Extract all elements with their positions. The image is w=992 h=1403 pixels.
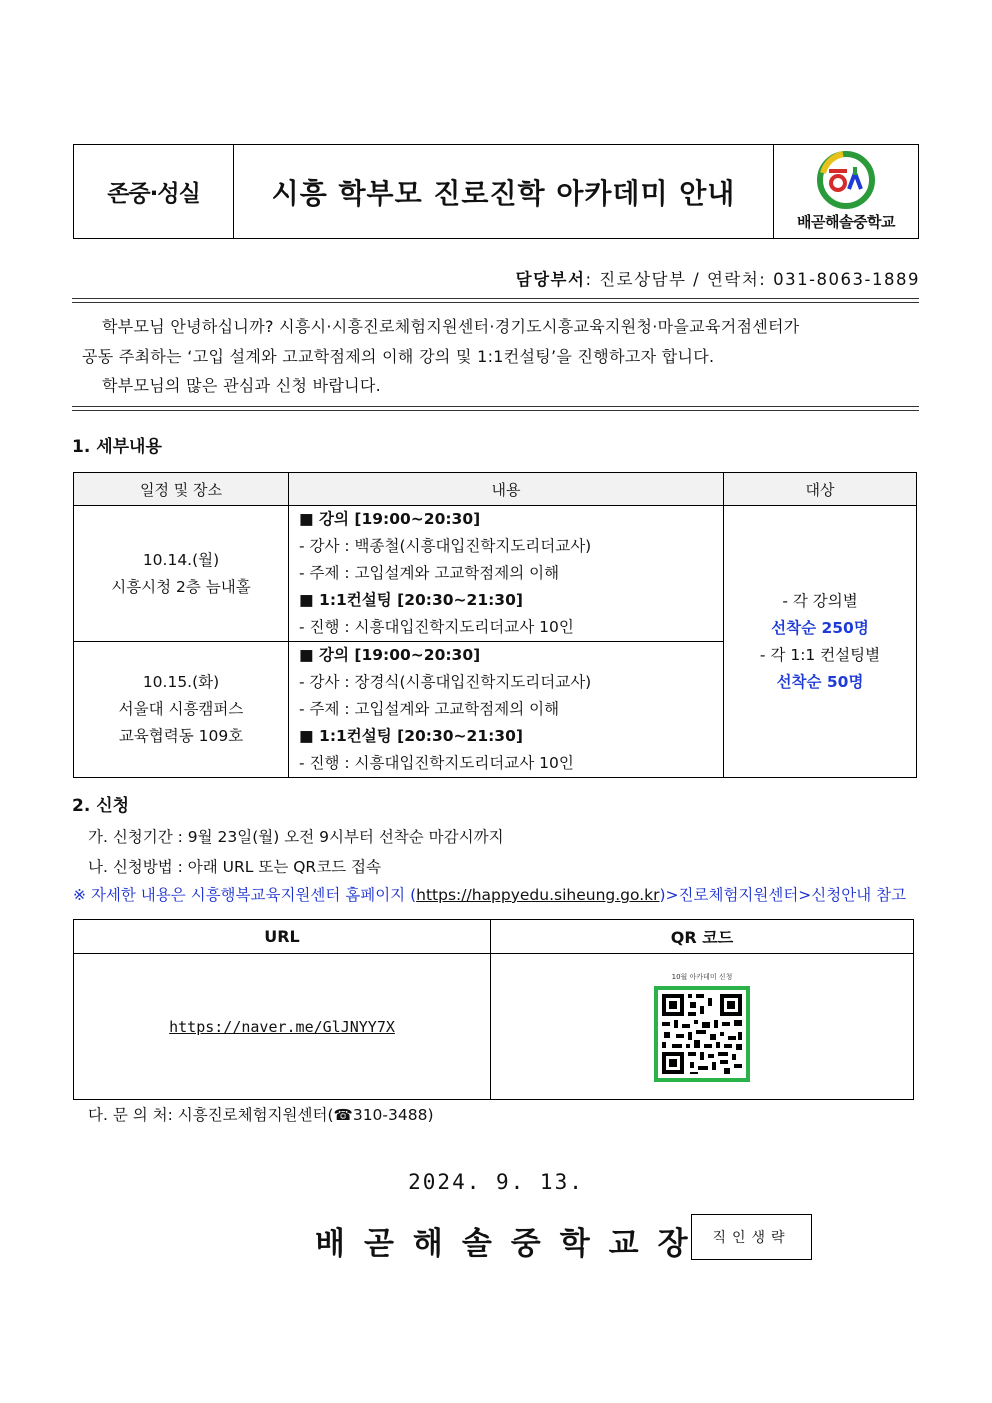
- notice-line: [73, 883, 906, 905]
- schedule-date: 10.14.(월): [142, 550, 220, 569]
- school-name-logo-text: 배곧해솔중학교: [797, 213, 895, 231]
- schedule-place: 교육협력동 109호: [118, 727, 244, 745]
- url-cell: [74, 954, 491, 1100]
- seal-box: 직인생략: [691, 1214, 812, 1260]
- qr-code-icon[interactable]: [654, 986, 750, 1082]
- lecture-topic: - 주제 : 고입설계와 고교학점제의 이해: [299, 700, 560, 718]
- table-header: QR 코드: [491, 920, 914, 954]
- section-title: 2. 신청: [72, 796, 130, 816]
- table-header: URL: [74, 920, 491, 954]
- apply-url-link[interactable]: https://naver.me/GlJNYY7X: [169, 1018, 395, 1036]
- target-line: - 각 강의별: [782, 591, 858, 610]
- school-motto: 존중·성실: [74, 145, 234, 238]
- table-header: 일정 및 장소: [74, 473, 289, 506]
- divider: [72, 406, 919, 411]
- schedule-cell: [74, 642, 289, 778]
- qr-cell: [491, 954, 914, 1100]
- intro-line: 공동 주최하는 ‘고입 설계와 고교학점제의 이해 강의 및 1:1컨설팅’을 진행하고자 합니다.: [82, 346, 715, 366]
- page-title: 시흥 학부모 진로진학 아카데미 안내: [234, 145, 774, 238]
- content-cell: [289, 506, 724, 642]
- intro-line: 학부모님 안녕하십니까? 시흥시·시흥진로체험지원센터·경기도시흥교육지원청·마을교육거점센터가: [102, 317, 800, 336]
- target-line: - 각 1:1 컨설팅별: [759, 645, 881, 664]
- homepage-link[interactable]: https://happyedu.siheung.go.kr: [416, 886, 660, 904]
- lecture-speaker: - 강사 : 백종철(시흥대입진학지도리더교사): [299, 537, 592, 555]
- schedule-date: 10.15.(화): [142, 673, 220, 691]
- header-box: [73, 144, 919, 239]
- school-logo: [774, 145, 918, 238]
- schedule-place: 서울대 시흥캠퍼스: [118, 700, 244, 718]
- consult-time: ■ 1:1컨설팅 [20:30~21:30]: [299, 591, 523, 609]
- divider: [72, 298, 919, 303]
- contact-line: 다. 문 의 처: 시흥진로체험지원센터(☎310-3488): [88, 1106, 434, 1124]
- notice-text: )>진로체험지원센터>신청안내 참고: [659, 886, 907, 904]
- department-value: : 진로상담부 / 연락처: 031-8063-1889: [585, 270, 920, 289]
- section-title: 1. 세부내용: [72, 437, 162, 457]
- consult-progress: - 진행 : 시흥대입진학지도리더교사 10인: [299, 618, 574, 636]
- apply-period: 가. 신청기간 : 9월 23일(월) 오전 9시부터 선착순 마감시까지: [88, 828, 504, 846]
- table-header: 대상: [724, 473, 917, 506]
- department-line: [516, 266, 920, 290]
- apply-table: [73, 919, 914, 1100]
- school-emblem-icon: [813, 151, 879, 209]
- intro-text: [82, 312, 917, 401]
- lecture-speaker: - 강사 : 장경식(시흥대입진학지도리더교사): [299, 673, 592, 691]
- target-cell: [724, 506, 917, 778]
- consult-progress: - 진행 : 시흥대입진학지도리더교사 10인: [299, 754, 574, 772]
- lecture-time: ■ 강의 [19:00~20:30]: [299, 646, 481, 664]
- principal-name: 배곧해솔중학교장: [315, 1226, 707, 1262]
- notice-text: ※ 자세한 내용은 시흥행복교육지원센터 홈페이지 (: [73, 886, 417, 904]
- lecture-topic: - 주제 : 고입설계와 고교학점제의 이해: [299, 564, 560, 582]
- intro-line: 학부모님의 많은 관심과 신청 바랍니다.: [102, 376, 382, 395]
- schedule-cell: [74, 506, 289, 642]
- apply-method: 나. 신청방법 : 아래 URL 또는 QR코드 접속: [88, 858, 382, 876]
- issue-date: 2024. 9. 13.: [408, 1170, 584, 1194]
- lecture-time: ■ 강의 [19:00~20:30]: [299, 510, 481, 528]
- schedule-place: 시흥시청 2층 늠내홀: [111, 577, 251, 596]
- content-cell: [289, 642, 724, 778]
- target-line: 선착순 250명: [771, 618, 869, 637]
- table-row: [74, 506, 917, 642]
- department-label: 담당부서: [515, 270, 586, 289]
- detail-table: [73, 472, 917, 778]
- consult-time: ■ 1:1컨설팅 [20:30~21:30]: [299, 727, 523, 745]
- target-line: 선착순 50명: [776, 672, 864, 691]
- table-row: [74, 954, 914, 1100]
- qr-caption: 10월 아카데미 신청: [671, 972, 733, 981]
- table-header: 내용: [289, 473, 724, 506]
